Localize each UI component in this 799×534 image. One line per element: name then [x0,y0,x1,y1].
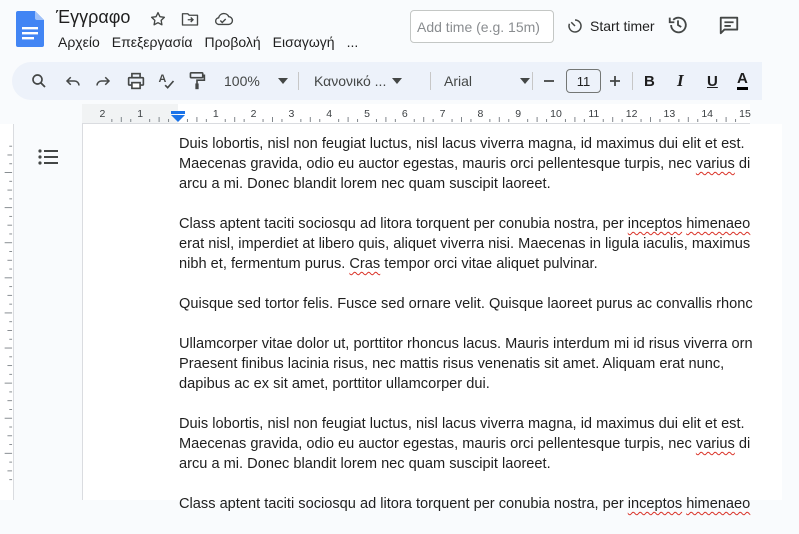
ruler-label: 15 [739,108,751,120]
chevron-down-icon [392,78,402,84]
paragraph-style-select[interactable] [314,70,402,92]
print-icon[interactable] [126,70,146,92]
text-line: Duis lobortis, nisl non feugiat luctus, nisl lacus viverra magna, id maximus dui elit et est. [179,416,745,432]
font-family-select[interactable] [444,70,530,92]
ruler-label: 6 [401,108,408,120]
zoom-select[interactable] [224,70,288,92]
paragraph[interactable] [179,414,799,474]
vertical-ruler[interactable] [0,124,14,500]
comments-icon[interactable] [718,14,740,36]
ruler-label: 7 [439,108,446,120]
text-line: erat nisl, imperdiet at libero quis, aliquet viverra nisi. Maecenas in ligula iaculis, maximus [179,236,751,252]
ruler-label: 9 [515,108,522,120]
toolbar-divider [430,72,431,90]
text-line: arcu a mi. Donec blandit lorem nec quam suscipit laoreet. [179,176,551,192]
ruler-label: 1 [137,108,144,120]
increase-font-size-icon[interactable] [609,70,621,92]
start-timer-button[interactable] [566,14,655,38]
cloud-saved-icon[interactable] [212,8,234,30]
chevron-down-icon [520,78,530,84]
google-docs-icon[interactable] [16,11,44,47]
document-body[interactable] [179,134,799,534]
spelling-grammar-icon[interactable] [156,70,176,92]
svg-text:A: A [158,72,167,85]
toolbar-divider [298,72,299,90]
toolbar-divider [632,72,633,90]
font-family-value: Arial [444,73,473,89]
move-to-folder-icon[interactable] [179,8,201,30]
timer-icon [566,17,584,35]
bold-button[interactable]: B [644,72,655,90]
menu-bar [58,34,358,52]
header-bar [0,0,750,60]
decrease-font-size-icon[interactable] [543,70,555,92]
misspelled-word[interactable]: varius [695,436,735,452]
paragraph[interactable] [179,214,799,274]
text-line: Duis lobortis, nisl non feugiat luctus, nisl lacus viverra magna, id maximus dui elit et est. [179,136,745,152]
text-line: Ullamcorper vitae dolor ut, porttitor rhoncus lacus. Mauris interdum mi id risus viverra orn [179,336,753,352]
start-timer-label: Start timer [590,18,655,34]
toolbar-divider [532,72,533,90]
ruler-label: 11 [588,108,600,120]
menu-more[interactable]: ... [346,34,359,50]
text-line: Class aptent taciti sociosqu ad litora torquent per conubia nostra, per inceptos himenaeo [179,496,751,512]
ruler-label: 5 [364,108,370,120]
underline-button[interactable]: U [707,72,718,90]
menu-edit[interactable]: Επεξεργασία [111,34,193,50]
formatting-toolbar [12,62,762,100]
text-line: Maecenas gravida, odio eu auctor egestas, mauris orci pellentesque turpis, nec varius di [179,436,751,452]
chevron-down-icon [278,78,288,84]
misspelled-word[interactable]: himenaeo [686,496,751,512]
text-line: arcu a mi. Donec blandit lorem nec quam suscipit laoreet. [179,456,551,472]
document-title[interactable]: Έγγραφο [56,7,131,27]
paragraph[interactable] [179,294,799,314]
text-color-button[interactable]: A [737,70,748,90]
search-menus-icon[interactable] [30,70,48,92]
misspelled-word[interactable]: himenaeo [686,216,751,232]
ruler-label: 1 [212,108,219,120]
version-history-icon[interactable] [667,14,689,36]
timer-duration-input[interactable] [410,10,554,43]
misspelled-word[interactable]: varius [695,156,735,172]
text-line: Praesent finibus lacinia risus, nec mattis risus venenatis sit amet. Aliquam erat nunc, [179,356,725,372]
ruler-label: 2 [99,108,106,120]
zoom-value: 100% [224,73,260,89]
italic-button[interactable]: I [677,71,684,90]
paragraph[interactable] [179,334,799,394]
document-canvas [14,124,753,512]
text-line: dapibus ac ex sit amet, porttitor ullamcorper dui. [179,376,490,392]
ruler-label: 12 [625,108,638,120]
misspelled-word[interactable]: inceptos [627,216,683,232]
first-line-indent-marker [171,111,185,114]
misspelled-word[interactable]: Cras [349,256,381,272]
undo-icon[interactable] [64,70,82,92]
redo-icon[interactable] [94,70,112,92]
text-line: Quisque sed tortor felis. Fusce sed ornare velit. Quisque laoreet purus ac convallis rhonc [179,296,753,312]
paragraph[interactable] [179,494,799,514]
ruler-label: 10 [550,108,562,120]
menu-file[interactable]: Αρχείο [58,34,100,50]
ruler-label: 2 [250,108,257,120]
ruler-label: 8 [477,108,484,120]
text-line: Maecenas gravida, odio eu auctor egestas, mauris orci pellentesque turpis, nec varius di [179,156,751,172]
document-outline-icon[interactable] [38,148,60,166]
menu-view[interactable]: Προβολή [204,34,261,50]
paragraph[interactable] [179,134,799,194]
horizontal-ruler[interactable] [82,104,750,124]
ruler-label: 13 [663,108,676,120]
ruler-label: 3 [288,108,295,120]
text-line: nibh et, fermentum purus. Cras tempor orci vitae aliquet pulvinar. [179,256,598,272]
star-icon[interactable] [147,8,169,30]
menu-insert[interactable]: Εισαγωγή [272,34,335,50]
font-size-input[interactable]: 11 [566,69,601,93]
ruler-label: 14 [701,108,714,120]
ruler-label: 4 [326,108,333,120]
paint-format-icon[interactable] [188,70,206,92]
misspelled-word[interactable]: inceptos [627,496,683,512]
paragraph-style-value: Κανονικό ... [314,73,387,89]
text-line: Class aptent taciti sociosqu ad litora torquent per conubia nostra, per inceptos himenaeo [179,216,751,232]
document-page[interactable] [82,124,782,512]
